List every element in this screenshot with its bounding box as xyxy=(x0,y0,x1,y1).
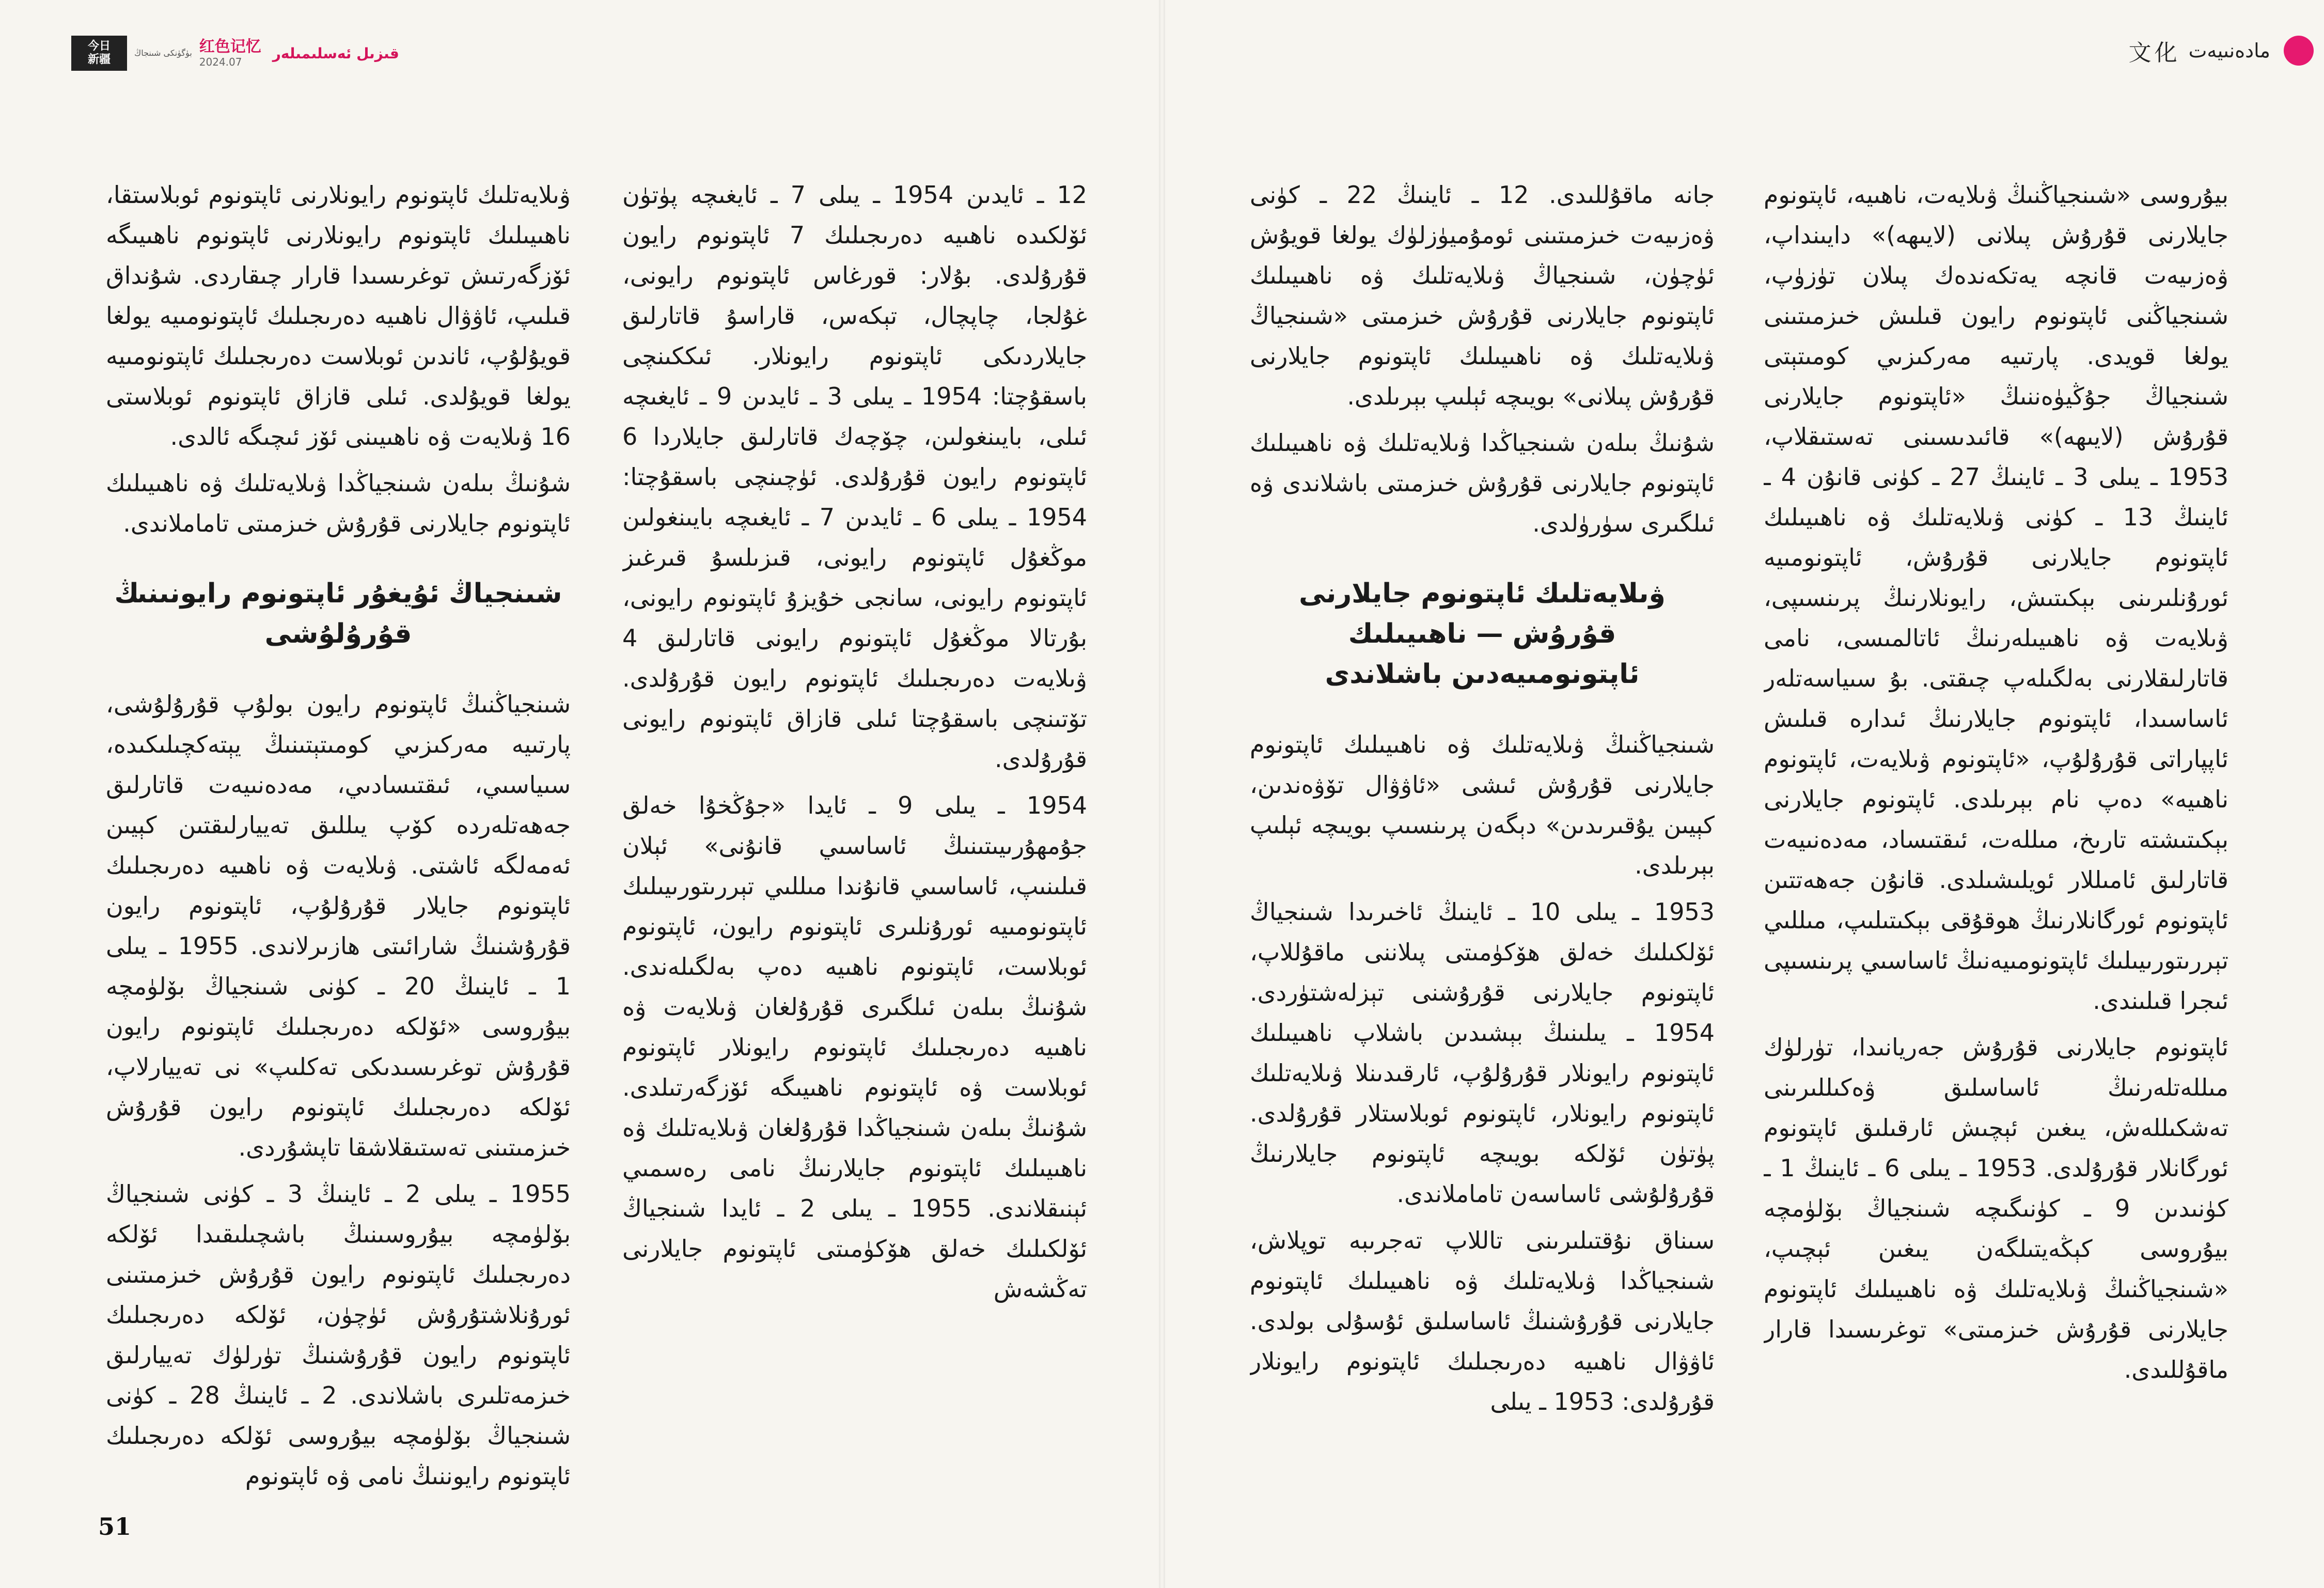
section-heading: شىنجياڭ ئۇيغۇر ئاپتونوم رايونىنىڭ قۇرۇلۇشى xyxy=(114,578,562,649)
paragraph: ئاپتونوم جايلارنى قۇرۇش جەريانىدا، تۈرلۈك مىللەتلەرنىڭ ئاساسلىق ۋەكىللىرىنى تەشكىللەش، يىغىن ئېچىش ئارقىلىق ئاپتونوم ئورگانلار قۇرۇلدى. 1953 ـ يىلى 6 ـ ئاينىڭ 1 ـ كۈنىدىن 9 ـ كۈنىگىچە شىنجياڭ بۆلۈمچە بيۇروسى كېڭەيتىلگەن يىغىن ئېچىپ، «شىنجياڭنىڭ ۋىلايەتلىك ۋە ناھىيىلىك ئاپتونوم جايلارنى قۇرۇش خىزمىتى» توغرىسىدا قارار ماقۇللىدى. xyxy=(1764,1033,2228,1383)
column-2 xyxy=(622,175,1087,1513)
paragraph: 1954 ـ يىلى 9 ـ ئايدا «جۇڭخۇا خەلق جۇمھۇرىيىتىنىڭ ئاساسىي قانۇنى» ئېلان قىلىنىپ، ئاساسىي قانۇندا مىللىي تېررىتورىيىلىك ئاپتونومىيە ئورۇنلىرى ئاپتونوم رايون، ئاپتونوم ئوبلاست، ئاپتونوم ناھىيە دەپ بەلگىلەندى. شۇنىڭ بىلەن ئىلگىرى قۇرۇلغان ۋىلايەت ۋە ناھىيە دەرىجىلىك ئاپتونوم رايونلار ئاپتونوم ئوبلاست ۋە ئاپتونوم ناھىيىگە ئۆزگەرتىلدى. شۇنىڭ بىلەن شىنجياڭدا قۇرۇلغان ۋىلايەتلىك ۋە ناھىيىلىك ئاپتونوم جايلارنىڭ نامى رەسمىي ئېنىقلاندى. 1955 ـ يىلى 2 ـ ئايدا شىنجياڭ ئۆلكىلىك خەلق ھۆكۈمىتى ئاپتونوم جايلارنى تەڭشەش xyxy=(622,791,1087,1303)
logo-line-1: 今日 xyxy=(87,40,111,53)
logo-line-2: 新疆 xyxy=(87,53,111,66)
paragraph: 12 ـ ئايدىن 1954 ـ يىلى 7 ـ ئايغىچە پۈتۈن ئۆلكىدە ناھىيە دەرىجىلىك 7 ئاپتونوم رايون قۇرۇلدى. بۇلار: قورغاس ئاپتونوم رايونى، غۇلجا، چاپچال، تېكەس، قاراسۇ قاتارلىق جايلاردىكى ئاپتونوم رايونلار. ئىككىنچى باسقۇچتا: 1954 ـ يىلى 3 ـ ئايدىن 9 ـ ئايغىچە ئىلى، بايىنغولىن، چۆچەك قاتارلىق جايلاردا 6 ئاپتونوم رايون قۇرۇلدى. ئۈچىنچى باسقۇچتا: 1954 ـ يىلى 6 ـ ئايدىن 7 ـ ئايغىچە بايىنغولىن موڭغۇل ئاپتونوم رايونى، قىزىلسۇ قىرغىز ئاپتونوم رايونى، سانجى خۇيزۇ ئاپتونوم رايونى، بۇرتالا موڭغۇل ئاپتونوم رايونى قاتارلىق 4 ۋىلايەت دەرىجىلىك ئاپتونوم رايون قۇرۇلدى. تۆتىنچى باسقۇچتا ئىلى قازاق ئاپتونوم رايونى قۇرۇلدى. xyxy=(622,181,1087,773)
section-title-uy: مادەنىيەت xyxy=(2188,39,2270,62)
paragraph: بيۇروسى «شىنجياڭنىڭ ۋىلايەت، ناھىيە، ئاپتونوم جايلارنى قۇرۇش پىلانى (لايىھە)» دايىنداپ، ۋەزىيەت قانچە يەتكەندەك پىلان تۈزۈپ، شىنجياڭنى ئاپتونوم رايون قىلىش خىزمىتىنى يولغا قويدى. پارتىيە مەركىزىي كومىتېتى شىنجياڭ جۇڭيۈەننىڭ «ئاپتونوم جايلارنى قۇرۇش (لايىھە)» قائىدىسىنى تەستىقلاپ، 1953 ـ يىلى 3 ـ ئاينىڭ 27 ـ كۈنى قانۇن 4 ـ ئاينىڭ 13 ـ كۈنى ۋىلايەتلىك ۋە ناھىيىلىك ئاپتونوم جايلارنى قۇرۇش، ئاپتونومىيە ئورۇنلىرىنى بېكىتىش، رايونلارنىڭ پرىنسىپى، ۋىلايەت ۋە ناھىيىلەرنىڭ ئاتالمىسى، نامى قاتارلىقلارنى بەلگىلەپ چىقتى. بۇ سىياسەتلەر ئاساسىدا، ئاپتونوم جايلارنىڭ ئىدارە قىلىش ئاپپاراتى قۇرۇلۇپ، «ئاپتونوم ۋىلايەت، ئاپتونوم ناھىيە» دەپ نام بېرىلدى. ئاپتونوم جايلارنى بېكىتىشتە تارىخ، مىللەت، ئىقتىساد، مەدەنىيەت قاتارلىق ئامىللار ئويلىشىلدى. قانۇن جەھەتتىن ئاپتونوم ئورگانلارنىڭ ھوقۇقى بېكىتىلىپ، مىللىي تېررىتورىيىلىك ئاپتونومىيەنىڭ ئاساسىي پرىنسىپى ئىجرا قىلىندى. xyxy=(1764,181,2228,1015)
column-4 xyxy=(1764,175,2228,1513)
column-1 xyxy=(106,175,571,1513)
page-number-left: 51 xyxy=(98,1513,132,1540)
paragraph: جانە ماقۇللىدى. 12 ـ ئاينىڭ 22 ـ كۈنى ۋەزىيەت خىزمىتىنى ئومۇميۈزلۈك يولغا قويۇش ئۈچۈن، شىنجياڭ ۋىلايەتلىك ۋە ناھىيىلىك ئاپتونوم جايلارنى قۇرۇش خىزمىتى «شىنجياڭ ۋىلايەتلىك ۋە ناھىيىلىك ئاپتونوم جايلارنى قۇرۇش پىلانى» بويىچە ئېلىپ بېرىلدى. xyxy=(1250,181,1715,410)
paragraph: سىناق نۇقتىلىرىنى تاللاپ تەجرىبە توپلاش، شىنجياڭدا ۋىلايەتلىك ۋە ناھىيىلىك ئاپتونوم جايلارنى قۇرۇشنىڭ ئاساسلىق ئۇسۇلى بولدى. ئاۋۋال ناھىيە دەرىجىلىك ئاپتونوم رايونلار قۇرۇلدى: 1953 ـ يىلى xyxy=(1250,1226,1715,1415)
magazine-logo xyxy=(71,36,127,71)
column-3 xyxy=(1250,175,1715,1513)
paragraph: 1955 ـ يىلى 2 ـ ئاينىڭ 3 ـ كۈنى شىنجياڭ بۆلۈمچە بيۇروسىنىڭ باشچىلىقىدا ئۆلكە دەرىجىلىك ئاپتونوم رايون قۇرۇش خىزمىتىنى ئورۇنلاشتۇرۇش ئۈچۈن، ئۆلكە دەرىجىلىك ئاپتونوم رايون قۇرۇشنىڭ تۈرلۈك تەييارلىق خىزمەتلىرى باشلاندى. 2 ـ ئاينىڭ 28 ـ كۈنى شىنجياڭ بۆلۈمچە بيۇروسى ئۆلكە دەرىجىلىك ئاپتونوم رايوننىڭ نامى ۋە ئاپتونوم xyxy=(106,1180,571,1490)
section-header xyxy=(2129,34,2293,67)
paragraph: ۋىلايەتلىك ئاپتونوم رايونلارنى ئاپتونوم ئوبلاستقا، ناھىيىلىك ئاپتونوم رايونلارنى ئاپتونوم ناھىيىگە ئۆزگەرتىش توغرىسىدا قارار چىقاردى. شۇنداق قىلىپ، ئاۋۋال ناھىيە دەرىجىلىك ئاپتونومىيە يولغا قويۇلۇپ، ئاندىن ئوبلاست دەرىجىلىك ئاپتونومىيە يولغا قويۇلدى. ئىلى قازاق ئاپتونوم ئوبلاستى 16 ۋىلايەت ۋە ناھىيىنى ئۆز ئىچىگە ئالدى. xyxy=(106,181,571,450)
issue-date: 2024.07 xyxy=(199,56,242,68)
logo-subtext xyxy=(134,49,192,58)
paragraph: شىنجياڭنىڭ ئاپتونوم رايون بولۇپ قۇرۇلۇشى، پارتىيە مەركىزىي كومىتېتىنىڭ يېتەكچىلىكىدە، سىياسىي، ئىقتىسادىي، مەدەنىيەت قاتارلىق جەھەتلەردە كۆپ يىللىق تەييارلىقتىن كېيىن ئەمەلگە ئاشتى. ۋىلايەت ۋە ناھىيە دەرىجىلىك ئاپتونوم جايلار قۇرۇلۇپ، ئاپتونوم رايون قۇرۇشنىڭ شارائىتى ھازىرلاندى. 1955 ـ يىلى 1 ـ ئاينىڭ 20 ـ كۈنى شىنجياڭ بۆلۈمچە بيۇروسى «ئۆلكە دەرىجىلىك ئاپتونوم رايون قۇرۇش توغرىسىدىكى تەكلىپ» نى تەييارلاپ، ئۆلكە دەرىجىلىك ئاپتونوم رايون قۇرۇش خىزمىتىنى تەستىقلاشقا تاپشۇردى. xyxy=(106,690,571,1161)
section-heading: ۋىلايەتلىك ئاپتونوم جايلارنى قۇرۇش — ناھىيىلىك ئاپتونومىيەدىن باشلاندى xyxy=(1299,578,1666,690)
paragraph: شىنجياڭنىڭ ۋىلايەتلىك ۋە ناھىيىلىك ئاپتونوم جايلارنى قۇرۇش ئىشى «ئاۋۋال تۆۋەندىن، كېيىن يۇقىرىدىن» دېگەن پرىنسىپ بويىچە ئېلىپ بېرىلدى. xyxy=(1250,730,1715,879)
logo-uyghur-text: بۈگۈنكى شىنجاڭ xyxy=(134,48,192,58)
column-brand xyxy=(199,38,261,68)
paragraph: 1953 ـ يىلى 10 ـ ئاينىڭ ئاخىرىدا شىنجياڭ ئۆلكىلىك خەلق ھۆكۈمىتى پىلاننى ماقۇللاپ، ئاپتونوم جايلارنى قۇرۇشنى تېزلەشتۈردى. 1954 ـ يىلىنىڭ بېشىدىن باشلاپ ناھىيىلىك ئاپتونوم رايونلار قۇرۇلۇپ، ئارقىدىنلا ۋىلايەتلىك ئاپتونوم رايونلار، ئاپتونوم ئوبلاستلار قۇرۇلدى. پۈتۈن ئۆلكە بويىچە ئاپتونوم جايلارنىڭ قۇرۇلۇشى ئاساسەن تاماملاندى. xyxy=(1250,898,1715,1208)
paragraph: شۇنىڭ بىلەن شىنجياڭدا ۋىلايەتلىك ۋە ناھىيىلىك ئاپتونوم جايلارنى قۇرۇش خىزمىتى باشلاندى ۋە ئىلگىرى سۈرۈلدى. xyxy=(1250,429,1715,537)
magazine-header xyxy=(71,35,399,71)
paragraph: شۇنىڭ بىلەن شىنجياڭدا ۋىلايەتلىك ۋە ناھىيىلىك ئاپتونوم جايلارنى قۇرۇش خىزمىتى تاماملاندى. xyxy=(106,469,571,537)
section-marker-icon xyxy=(2284,36,2314,66)
section-title-zh: 文化 xyxy=(2128,40,2180,66)
column-title-uy: قىزىل ئەسلىمىلەر xyxy=(272,44,399,62)
column-title-zh: 红色记忆 xyxy=(199,38,261,56)
